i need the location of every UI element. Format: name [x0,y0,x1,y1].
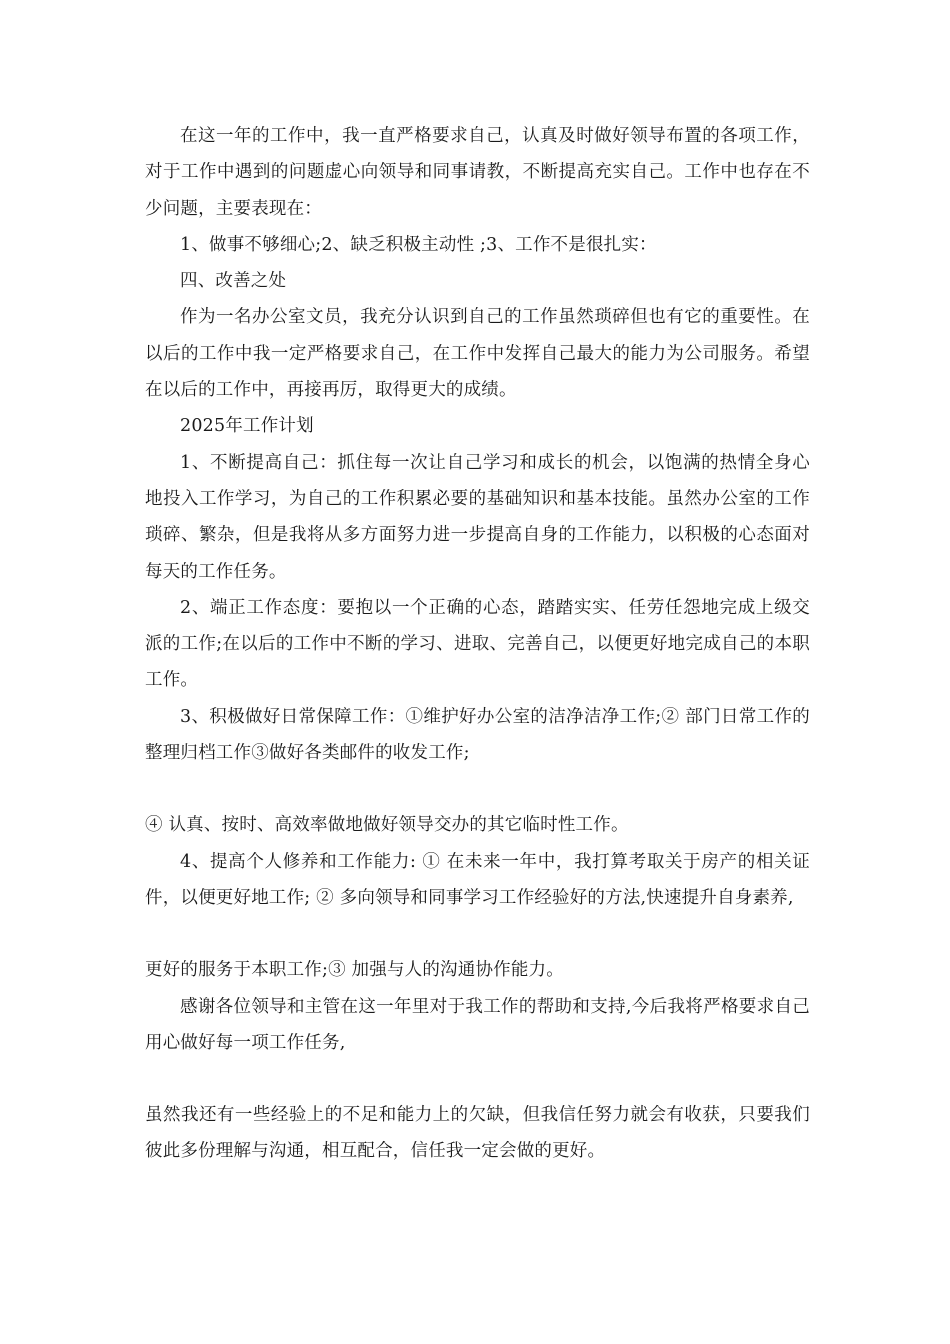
section-heading-work-plan: 2025年工作计划 [180,416,314,437]
paragraph-plan-item-4: 4、提高个人修养和工作能力: ① 在未来一年中，我打算考取关于房产的相关证件，以便更好地工作; ② 多向领导和同事学习工作经验好的方法,快速提升自身素养, [145,851,810,908]
paragraph-plan-item-2: 2、端正工作态度：要抱以一个正确的心态，踏踏实实、任劳任怨地完成上级交派的工作;在以后的工作中不断的学习、进取、完善自己，以便更好地完成自己的本职工作。 [145,597,810,691]
paragraph-plan-item-1: 1、不断提高自己：抓住每一次让自己学习和成长的机会，以饱满的热情全身心地投入工作学习，为自己的工作积累必要的基础知识和基本技能。虽然办公室的工作琐碎、繁杂，但是我将从多方面努力进一步提高自身的工作能力，以积极的心态面对每天的工作任务。 [145,452,810,582]
paragraph-work-review: 在这一年的工作中，我一直严格要求自己，认真及时做好领导布置的各项工作，对于工作中遇到的问题虚心向领导和同事请教，不断提高充实自己。工作中也存在不少问题，主要表现在： [145,126,810,219]
paragraph-plan-item-4-continued: 更好的服务于本职工作;③ 加强与人的沟通协作能力。 [145,960,564,981]
document-body [145,118,810,1170]
paragraph-closing: 虽然我还有一些经验上的不足和能力上的欠缺，但我信任努力就会有收获，只要我们彼此多份理解与沟通，相互配合，信任我一定会做的更好。 [145,1105,810,1162]
paragraph-problem-list: 1、做事不够细心;2、缺乏积极主动性 ;3、工作不是很扎实： [180,234,657,255]
paragraph-thanks: 感谢各位领导和主管在这一年里对于我工作的帮助和支持,今后我将严格要求自己用心做好每一项工作任务, [145,996,810,1053]
section-heading-improvement: 四、改善之处 [180,271,287,292]
paragraph-plan-item-3: 3、积极做好日常保障工作：①维护好办公室的洁净洁净工作;② 部门日常工作的整理归档工作③做好各类邮件的收发工作; [145,706,810,764]
paragraph-improvement: 作为一名办公室文员，我充分认识到自己的工作虽然琐碎但也有它的重要性。在以后的工作中我一定严格要求自己，在工作中发挥自己最大的能力为公司服务。希望在以后的工作中，再接再厉，取得更大的成绩。 [145,307,810,401]
paragraph-plan-item-3-continued: ④ 认真、按时、高效率做地做好领导交办的其它临时性工作。 [145,815,629,836]
